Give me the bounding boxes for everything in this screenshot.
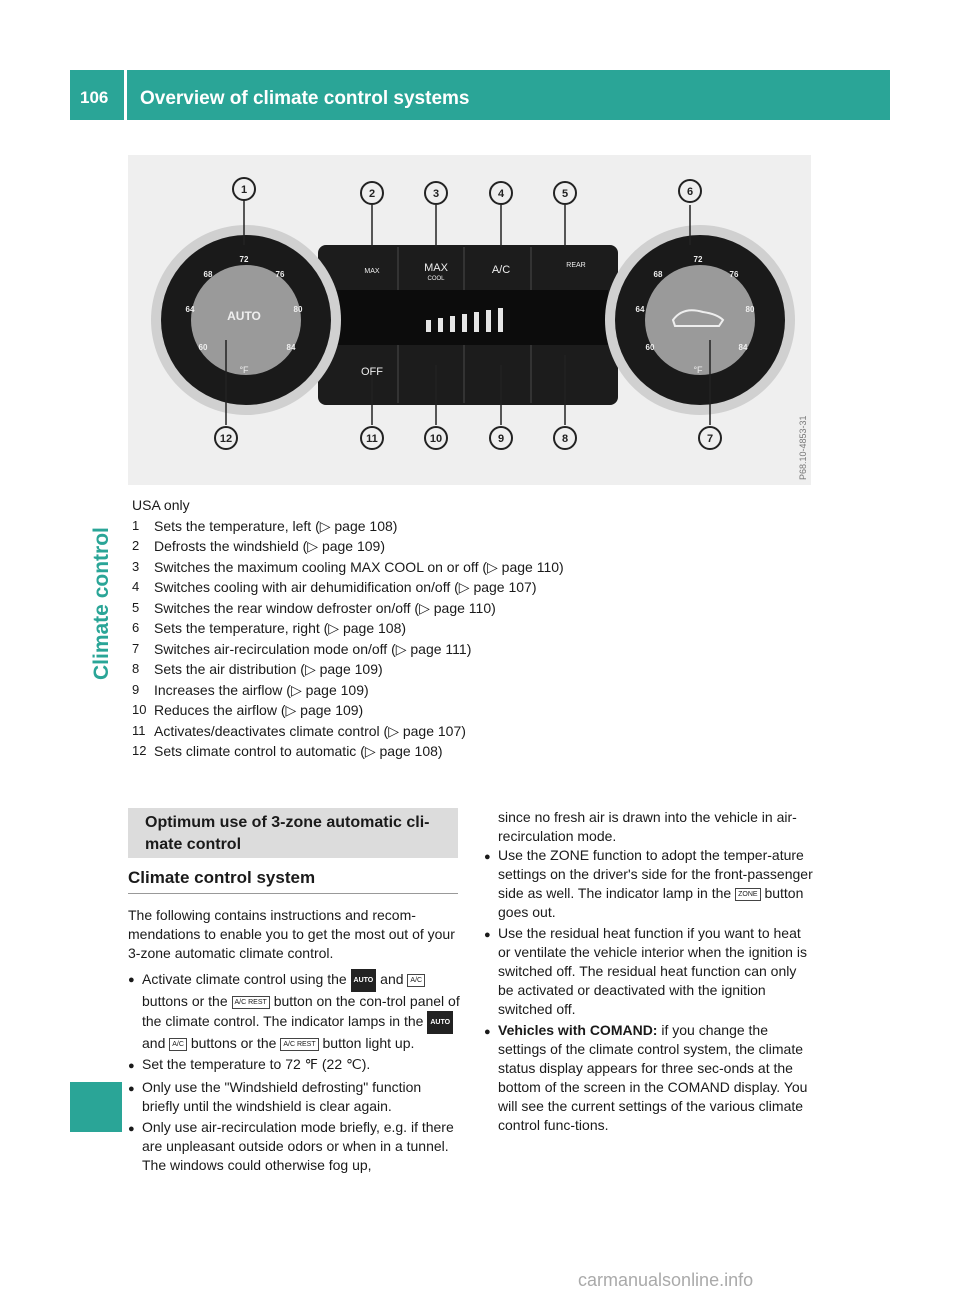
- callout-12: 12: [219, 433, 233, 445]
- subsection-title: Climate control system: [128, 868, 316, 887]
- figure-reference: P68.10-4853-31: [798, 415, 808, 480]
- caption-item: [132, 557, 812, 578]
- callout-9: 9: [497, 433, 505, 445]
- callout-2: 2: [368, 188, 376, 200]
- svg-text:60: 60: [198, 343, 208, 352]
- caption-number: 3: [132, 558, 140, 574]
- auto-key-icon: AUTO: [427, 1011, 453, 1034]
- caption-text: Sets the temperature, right (▷ page 108): [154, 620, 407, 636]
- callout-8: 8: [561, 433, 569, 445]
- callout-3: 3: [432, 188, 440, 200]
- caption-number: 2: [132, 538, 140, 553]
- ac-rest-key-icon: A/C REST: [232, 996, 270, 1009]
- continued-text: since no fresh air is drawn into the vehicle in air-recirculation mode.: [498, 809, 797, 844]
- caption-item: [132, 618, 812, 639]
- list-item: ● Set the temperature to 72 ℉ (22 ℃).: [128, 1056, 371, 1072]
- svg-text:68: 68: [203, 270, 213, 279]
- caption-text: Increases the airflow (▷ page 109): [154, 681, 369, 698]
- ac-rest-key-icon: A/C REST: [280, 1038, 318, 1051]
- caption-text: Switches the maximum cooling MAX COOL on or off (▷ page 110): [154, 558, 564, 575]
- side-tab-label: Climate control: [90, 527, 113, 680]
- svg-text:76: 76: [729, 270, 739, 279]
- max-cool-sub-label: COOL: [427, 276, 445, 282]
- caption-text: Sets the air distribution (▷ page 109): [154, 661, 383, 677]
- callout-4: 4: [497, 188, 505, 200]
- auto-key-icon: AUTO: [351, 969, 377, 992]
- caption-number: 6: [132, 620, 140, 635]
- svg-text:84: 84: [286, 343, 296, 352]
- caption-item: [132, 700, 812, 721]
- left-column: [128, 906, 461, 1177]
- caption-text: Defrosts the windshield (▷ page 109): [154, 538, 385, 554]
- svg-text:72: 72: [239, 255, 249, 264]
- caption-number: 1: [132, 517, 140, 533]
- list-item: ● Use the ZONE function to adopt the temper-ature settings on the driver's side for the front-passenger side as well. The indicator lamp in the ZONE button goes out.: [484, 847, 813, 920]
- caption-number: 4: [132, 579, 140, 594]
- rear-defrost-button-label: REAR: [566, 262, 586, 269]
- subsection-rule: [128, 893, 458, 894]
- figure-captions: [132, 495, 812, 762]
- left-dial-unit: °F: [239, 365, 249, 375]
- caption-heading: USA only: [132, 497, 190, 513]
- header-separator: [124, 70, 127, 122]
- ac-key-icon: A/C: [169, 1038, 187, 1051]
- callout-10: 10: [429, 433, 443, 445]
- caption-item: [132, 680, 812, 701]
- intro-paragraph: The following contains instructions and recom-mendations to enable you to get the most out of your 3-zone automatic climate control.: [128, 907, 455, 961]
- panel-illustration: [128, 155, 811, 485]
- caption-item: [132, 721, 812, 742]
- caption-number: 8: [132, 661, 140, 676]
- caption-number: 12: [132, 743, 147, 758]
- list-item: ● Only use the "Windshield defrosting" function briefly until the windshield is clear again.: [128, 1079, 422, 1114]
- caption-item: [132, 741, 812, 762]
- callout-11: 11: [366, 433, 378, 445]
- caption-text: Sets climate control to automatic (▷ page 108): [154, 743, 443, 759]
- caption-item: [132, 516, 812, 537]
- caption-text: Activates/deactivates climate control (▷ page 107): [154, 722, 466, 739]
- zone-key-icon: ZONE: [735, 888, 760, 901]
- svg-text:60: 60: [645, 343, 655, 352]
- caption-number: 10: [132, 702, 147, 717]
- list-item: ● Activate climate control using the AUTO and A/C buttons or the A/C REST button on the con-trol panel of the climate control. The indicator lamps in the AUTO and A/C buttons or the A/C REST button light up.: [128, 969, 461, 1053]
- caption-item: [132, 639, 812, 660]
- svg-text:64: 64: [185, 305, 195, 314]
- caption-item: [132, 577, 812, 598]
- svg-text:64: 64: [635, 305, 645, 314]
- caption-number: 9: [132, 681, 140, 697]
- caption-text: Switches cooling with air dehumidification on/off (▷ page 107): [154, 579, 537, 595]
- defrost-button-label: MAX: [364, 268, 380, 275]
- right-dial-unit: °F: [693, 365, 703, 375]
- caption-number: 11: [132, 722, 146, 738]
- page-title: Overview of climate control systems: [140, 88, 470, 109]
- right-column: [484, 808, 814, 1137]
- off-button-label: OFF: [361, 366, 383, 378]
- caption-text: Switches air-recirculation mode on/off (▷ page 111): [154, 640, 472, 657]
- caption-text: Switches the rear window defroster on/off (▷ page 110): [154, 599, 496, 616]
- caption-item: [132, 659, 812, 680]
- caption-number: 5: [132, 599, 140, 615]
- caption-number: 7: [132, 640, 140, 656]
- caption-text: Reduces the airflow (▷ page 109): [154, 702, 364, 718]
- watermark: carmanualsonline.info: [578, 1270, 754, 1290]
- svg-text:80: 80: [293, 305, 303, 314]
- ac-button-label: A/C: [491, 264, 511, 276]
- callout-5: 5: [561, 188, 569, 200]
- list-item: ● Use the residual heat function if you want to heat or ventilate the vehicle interior when the ignition is switched off. The residual heat function can only be activated or deactivated with the ignition switched off.: [484, 925, 807, 1017]
- svg-text:80: 80: [745, 305, 755, 314]
- callout-7: 7: [706, 433, 714, 445]
- svg-text:68: 68: [653, 270, 663, 279]
- caption-item: [132, 536, 812, 557]
- caption-text: Sets the temperature, left (▷ page 108): [154, 517, 398, 534]
- callout-1: 1: [240, 184, 248, 196]
- side-tab-marker: [70, 1082, 122, 1132]
- max-cool-button-label: MAX: [424, 262, 448, 274]
- climate-control-panel-figure: [128, 155, 811, 485]
- svg-text:76: 76: [275, 270, 285, 279]
- section-title: Optimum use of 3-zone automatic cli- mate control: [145, 814, 430, 853]
- svg-text:72: 72: [693, 255, 703, 264]
- page-number: 106: [80, 88, 109, 107]
- caption-item: [132, 598, 812, 619]
- ac-key-icon: A/C: [407, 974, 425, 987]
- auto-button-label: AUTO: [227, 309, 261, 323]
- list-item: ● Only use air-recirculation mode briefly, e.g. if there are unpleasant outside odors or when in a tunnel. The windows could otherwise fog up,: [128, 1119, 454, 1173]
- list-item: ● Vehicles with COMAND: if you change the settings of the climate control system, the climate status display appears for three sec-onds at the bottom of the screen in the COMAND display. You will see the current settings of the various climate control func-tions.: [484, 1022, 808, 1133]
- svg-text:84: 84: [738, 343, 748, 352]
- callout-6: 6: [686, 186, 694, 198]
